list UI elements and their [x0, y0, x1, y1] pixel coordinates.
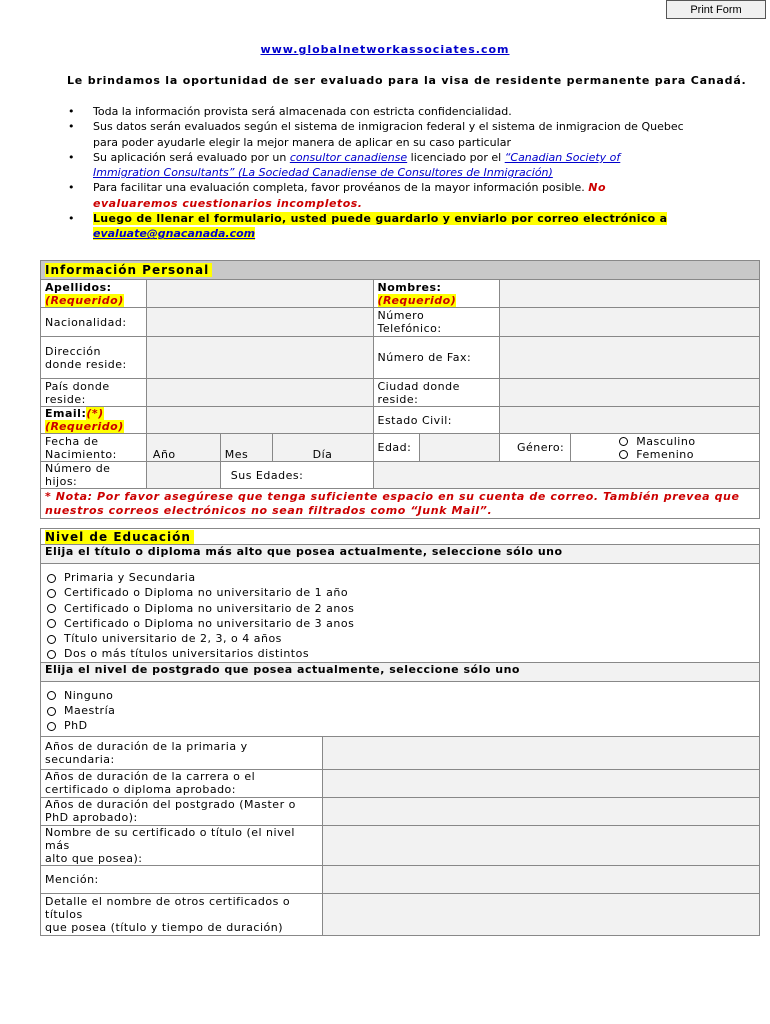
info-bullets: [65, 104, 735, 242]
postgrado-input[interactable]: [322, 797, 759, 825]
radio-icon[interactable]: [47, 635, 56, 644]
csic-link-continued[interactable]: Immigration Consultants” (La Sociedad Canadiense de Consultores de Inmigración): [93, 166, 553, 180]
radio-icon[interactable]: [619, 450, 628, 459]
genero-label: Género:: [500, 434, 571, 462]
dia-label: Día: [312, 448, 333, 461]
hijos-input[interactable]: [146, 462, 220, 489]
email-input[interactable]: [146, 407, 373, 434]
femenino-option[interactable]: Femenino: [619, 448, 755, 461]
q2-option[interactable]: Maestría: [47, 703, 755, 718]
radio-icon[interactable]: [47, 707, 56, 716]
radio-icon[interactable]: [47, 619, 56, 628]
bullet-consultant: [65, 150, 735, 181]
radio-icon[interactable]: [47, 722, 56, 731]
telefono-input[interactable]: [500, 308, 760, 337]
nombres-input[interactable]: [500, 280, 760, 308]
pais-input[interactable]: [146, 379, 373, 407]
q1-option[interactable]: Primaria y Secundaria: [47, 570, 755, 585]
certificado-label: Nombre de su certificado o título (el nivel más alto que posea):: [41, 825, 323, 865]
masculino-option[interactable]: Masculino: [619, 435, 755, 448]
primaria-label: Años de duración de la primaria y secundaria:: [41, 736, 323, 769]
fecha-nacimiento-label: Fecha de Nacimiento:: [41, 434, 147, 462]
anio-label: Año: [152, 448, 176, 461]
bullet-dot: •: [68, 150, 75, 164]
dia-input[interactable]: [272, 434, 373, 462]
q1-option[interactable]: Certificado o Diploma no universitario de 1 año: [47, 585, 755, 600]
certificado-input[interactable]: [322, 825, 759, 865]
mes-label: Mes: [224, 448, 249, 461]
otros-input[interactable]: [322, 893, 759, 935]
carrera-input[interactable]: [322, 769, 759, 797]
bullet-text: Su aplicación será evaluado por un: [93, 150, 290, 164]
warning-text: evaluaremos cuestionarios incompletos.: [93, 196, 363, 210]
website-link[interactable]: www.globalnetworkassociates.com: [260, 43, 510, 56]
bullet-dot: •: [68, 181, 75, 195]
bullet-text: licenciado por el: [407, 150, 505, 164]
fax-input[interactable]: [500, 337, 760, 379]
personal-info-table: [40, 260, 760, 519]
radio-icon[interactable]: [47, 691, 56, 700]
q2-options: [41, 681, 760, 736]
hijos-label: Número de hijos:: [41, 462, 147, 489]
estado-civil-label: Estado Civil:: [373, 407, 500, 434]
bullet-send-email: [65, 211, 735, 242]
q2-option[interactable]: Ninguno: [47, 688, 755, 703]
pais-label: País donde reside:: [41, 379, 147, 407]
nombres-label: Nombres: (Requerido): [373, 280, 500, 308]
mes-input[interactable]: [220, 434, 272, 462]
direccion-input[interactable]: [146, 337, 373, 379]
apellidos-label: Apellidos: (Requerido): [41, 280, 147, 308]
edad-input[interactable]: [420, 434, 500, 462]
intro-text: Le brindamos la oportunidad de ser evaluado para la visa de residente permanente para Canadá.: [67, 74, 747, 87]
q1-option[interactable]: Certificado o Diploma no universitario de 3 anos: [47, 616, 755, 631]
ciudad-label: Ciudad donde reside:: [373, 379, 500, 407]
q1-option[interactable]: Certificado o Diploma no universitario de 2 anos: [47, 601, 755, 616]
education-table: [40, 528, 760, 936]
otros-label: Detalle el nombre de otros certificados o títulos que posea (título y tiempo de duración): [41, 893, 323, 935]
nacionalidad-label: Nacionalidad:: [41, 308, 147, 337]
consultant-link[interactable]: consultor canadiense: [289, 150, 408, 164]
q1-label: Elija el título o diploma más alto que posea actualmente, seleccione sólo uno: [41, 545, 760, 564]
radio-icon[interactable]: [47, 589, 56, 598]
email-label: Email:(*) (Requerido): [41, 407, 147, 434]
bullet-confidentiality: [65, 104, 735, 119]
print-form-button[interactable]: Print Form: [666, 0, 766, 19]
direccion-label: Dirección donde reside:: [41, 337, 147, 379]
carrera-label: Años de duración de la carrera o el certificado o diploma aprobado:: [41, 769, 323, 797]
warning-text: No: [588, 181, 607, 195]
radio-icon[interactable]: [47, 604, 56, 613]
bullet-text: Toda la información provista será almacenada con estricta confidencialidad.: [93, 105, 512, 118]
primaria-input[interactable]: [322, 736, 759, 769]
q1-option[interactable]: Título universitario de 2, 3, o 4 años: [47, 631, 755, 646]
evaluate-email-link[interactable]: evaluate@gnacanada.com: [93, 227, 256, 241]
fax-label: Número de Fax:: [373, 337, 500, 379]
csic-link[interactable]: “Canadian Society of: [504, 150, 621, 164]
estado-civil-input[interactable]: [500, 407, 760, 434]
bullet-text: Sus datos serán evaluados según el sistema de inmigracion federal y el sistema de inmigracion de Quebec: [93, 120, 684, 134]
sus-edades-input[interactable]: [373, 462, 760, 489]
section-personal-title: Información Personal: [41, 261, 760, 280]
apellidos-input[interactable]: [146, 280, 373, 308]
section-education-title: Nivel de Educación: [41, 529, 760, 545]
bullet-text: para poder ayudarle elegir la mejor manera de aplicar en su caso particular: [93, 135, 511, 149]
ciudad-input[interactable]: [500, 379, 760, 407]
radio-icon[interactable]: [619, 437, 628, 446]
mencion-label: Mención:: [41, 865, 323, 893]
bullet-dot: •: [68, 212, 75, 226]
q1-option[interactable]: Dos o más títulos universitarios distintos: [47, 646, 755, 661]
q2-label: Elija el nivel de postgrado que posea actualmente, seleccione sólo uno: [41, 662, 760, 681]
q2-option[interactable]: PhD: [47, 718, 755, 733]
mencion-input[interactable]: [322, 865, 759, 893]
genero-options: [571, 434, 760, 462]
bullet-text: Para facilitar una evaluación completa, favor provéanos de la mayor información posible.: [93, 181, 589, 195]
bullet-evaluation: [65, 119, 735, 150]
sus-edades-label: Sus Edades:: [220, 462, 373, 489]
edad-label: Edad:: [373, 434, 420, 462]
nacionalidad-input[interactable]: [146, 308, 373, 337]
radio-icon[interactable]: [47, 650, 56, 659]
postgrado-label: Años de duración del postgrado (Master o PhD aprobado):: [41, 797, 323, 825]
bullet-dot: •: [68, 105, 75, 118]
radio-icon[interactable]: [47, 574, 56, 583]
bullet-dot: •: [68, 120, 75, 134]
email-notice: * Nota: Por favor asegúrese que tenga suficiente espacio en su cuenta de correo. También prevea que nuestros correos electrónicos no sean filtrados como “Junk Mail”.: [41, 489, 760, 519]
bullet-complete-info: [65, 180, 735, 211]
send-instructions: Luego de llenar el formulario, usted puede guardarlo y enviarlo por correo electrónico a: [93, 212, 668, 226]
telefono-label: Número Telefónico:: [373, 308, 500, 337]
q1-options: [41, 564, 760, 663]
anio-input[interactable]: [146, 434, 220, 462]
